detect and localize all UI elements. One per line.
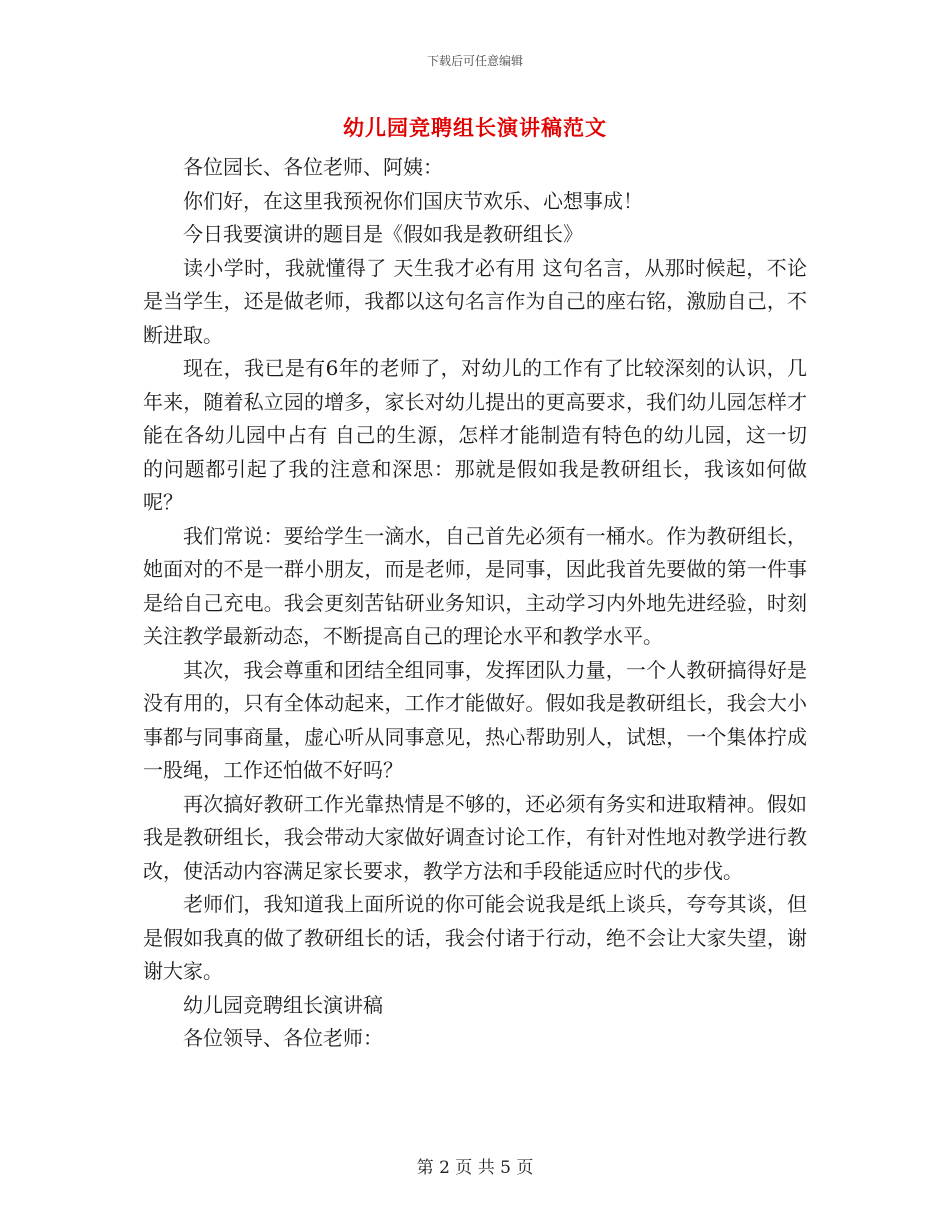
paragraph-motto: 读小学时，我就懂得了 天生我才必有用 这句名言，从那时候起，不论是当学生，还是做老师，我都以这句名言作为自己的座右铭，激励自己，不断进取。 — [143, 255, 807, 347]
paragraph-wishes: 你们好，在这里我预祝你们国庆节欢乐、心想事成！ — [183, 188, 643, 213]
paragraph-second-greeting: 各位领导、各位老师： — [183, 1026, 383, 1050]
header-note: 下载后可任意编辑 — [426, 54, 523, 68]
paragraph-topic: 今日我要演讲的题目是《假如我是教研组长》 — [183, 222, 583, 246]
paragraph-greeting: 各位园长、各位老师、阿姨： — [183, 155, 443, 179]
document-body — [143, 151, 807, 1056]
paragraph-experience: 现在，我已是有6年的老师了，对幼儿的工作有了比较深刻的认识，几年来，随着私立园的增多，家长对幼儿提出的更高要求，我们幼儿园怎样才能在各幼儿园中占有 自己的生源，怎样才能制造有特色的幼儿园，这一切的问题都引起了我的注意和深思：那就是假如我是教研组长，我该如何做呢？ — [143, 356, 807, 514]
paragraph-pragmatism: 再次搞好教研工作光靠热情是不够的，还必须有务实和进取精神。假如我是教研组长，我会带动大家做好调查讨论工作，有针对性地对教学进行教改，使活动内容满足家长要求，教学方法和手段能适应时代的步伐。 — [143, 791, 807, 883]
paragraph-closing: 老师们，我知道我上面所说的你可能会说我是纸上谈兵，夸夸其谈，但是假如我真的做了教研组长的话，我会付诸于行动，绝不会让大家失望，谢谢大家。 — [143, 892, 807, 983]
paragraph-second-title: 幼儿园竞聘组长演讲稿 — [183, 992, 383, 1017]
paragraph-self-improvement: 我们常说：要给学生一滴水，自己首先必须有一桶水。作为教研组长，她面对的不是一群小朋友，而是老师，是同事，因此我首先要做的第一件事是给自己充电。我会更刻苦钻研业务知识，主动学习内外地先进经验，时刻关注教学最新动态，不断提高自己的理论水平和教学水平。 — [143, 523, 807, 648]
document-title: 幼儿园竞聘组长演讲稿范文 — [343, 116, 607, 140]
paragraph-teamwork: 其次，我会尊重和团结全组同事，发挥团队力量，一个人教研搞得好是没有用的，只有全体动起来，工作才能做好。假如我是教研组长，我会大小事都与同事商量，虚心听从同事意见，热心帮助别人，试想，一个集体拧成一股绳，工作还怕做不好吗？ — [143, 657, 807, 782]
page-number-footer: 第 2 页 共 5 页 — [416, 1158, 534, 1178]
